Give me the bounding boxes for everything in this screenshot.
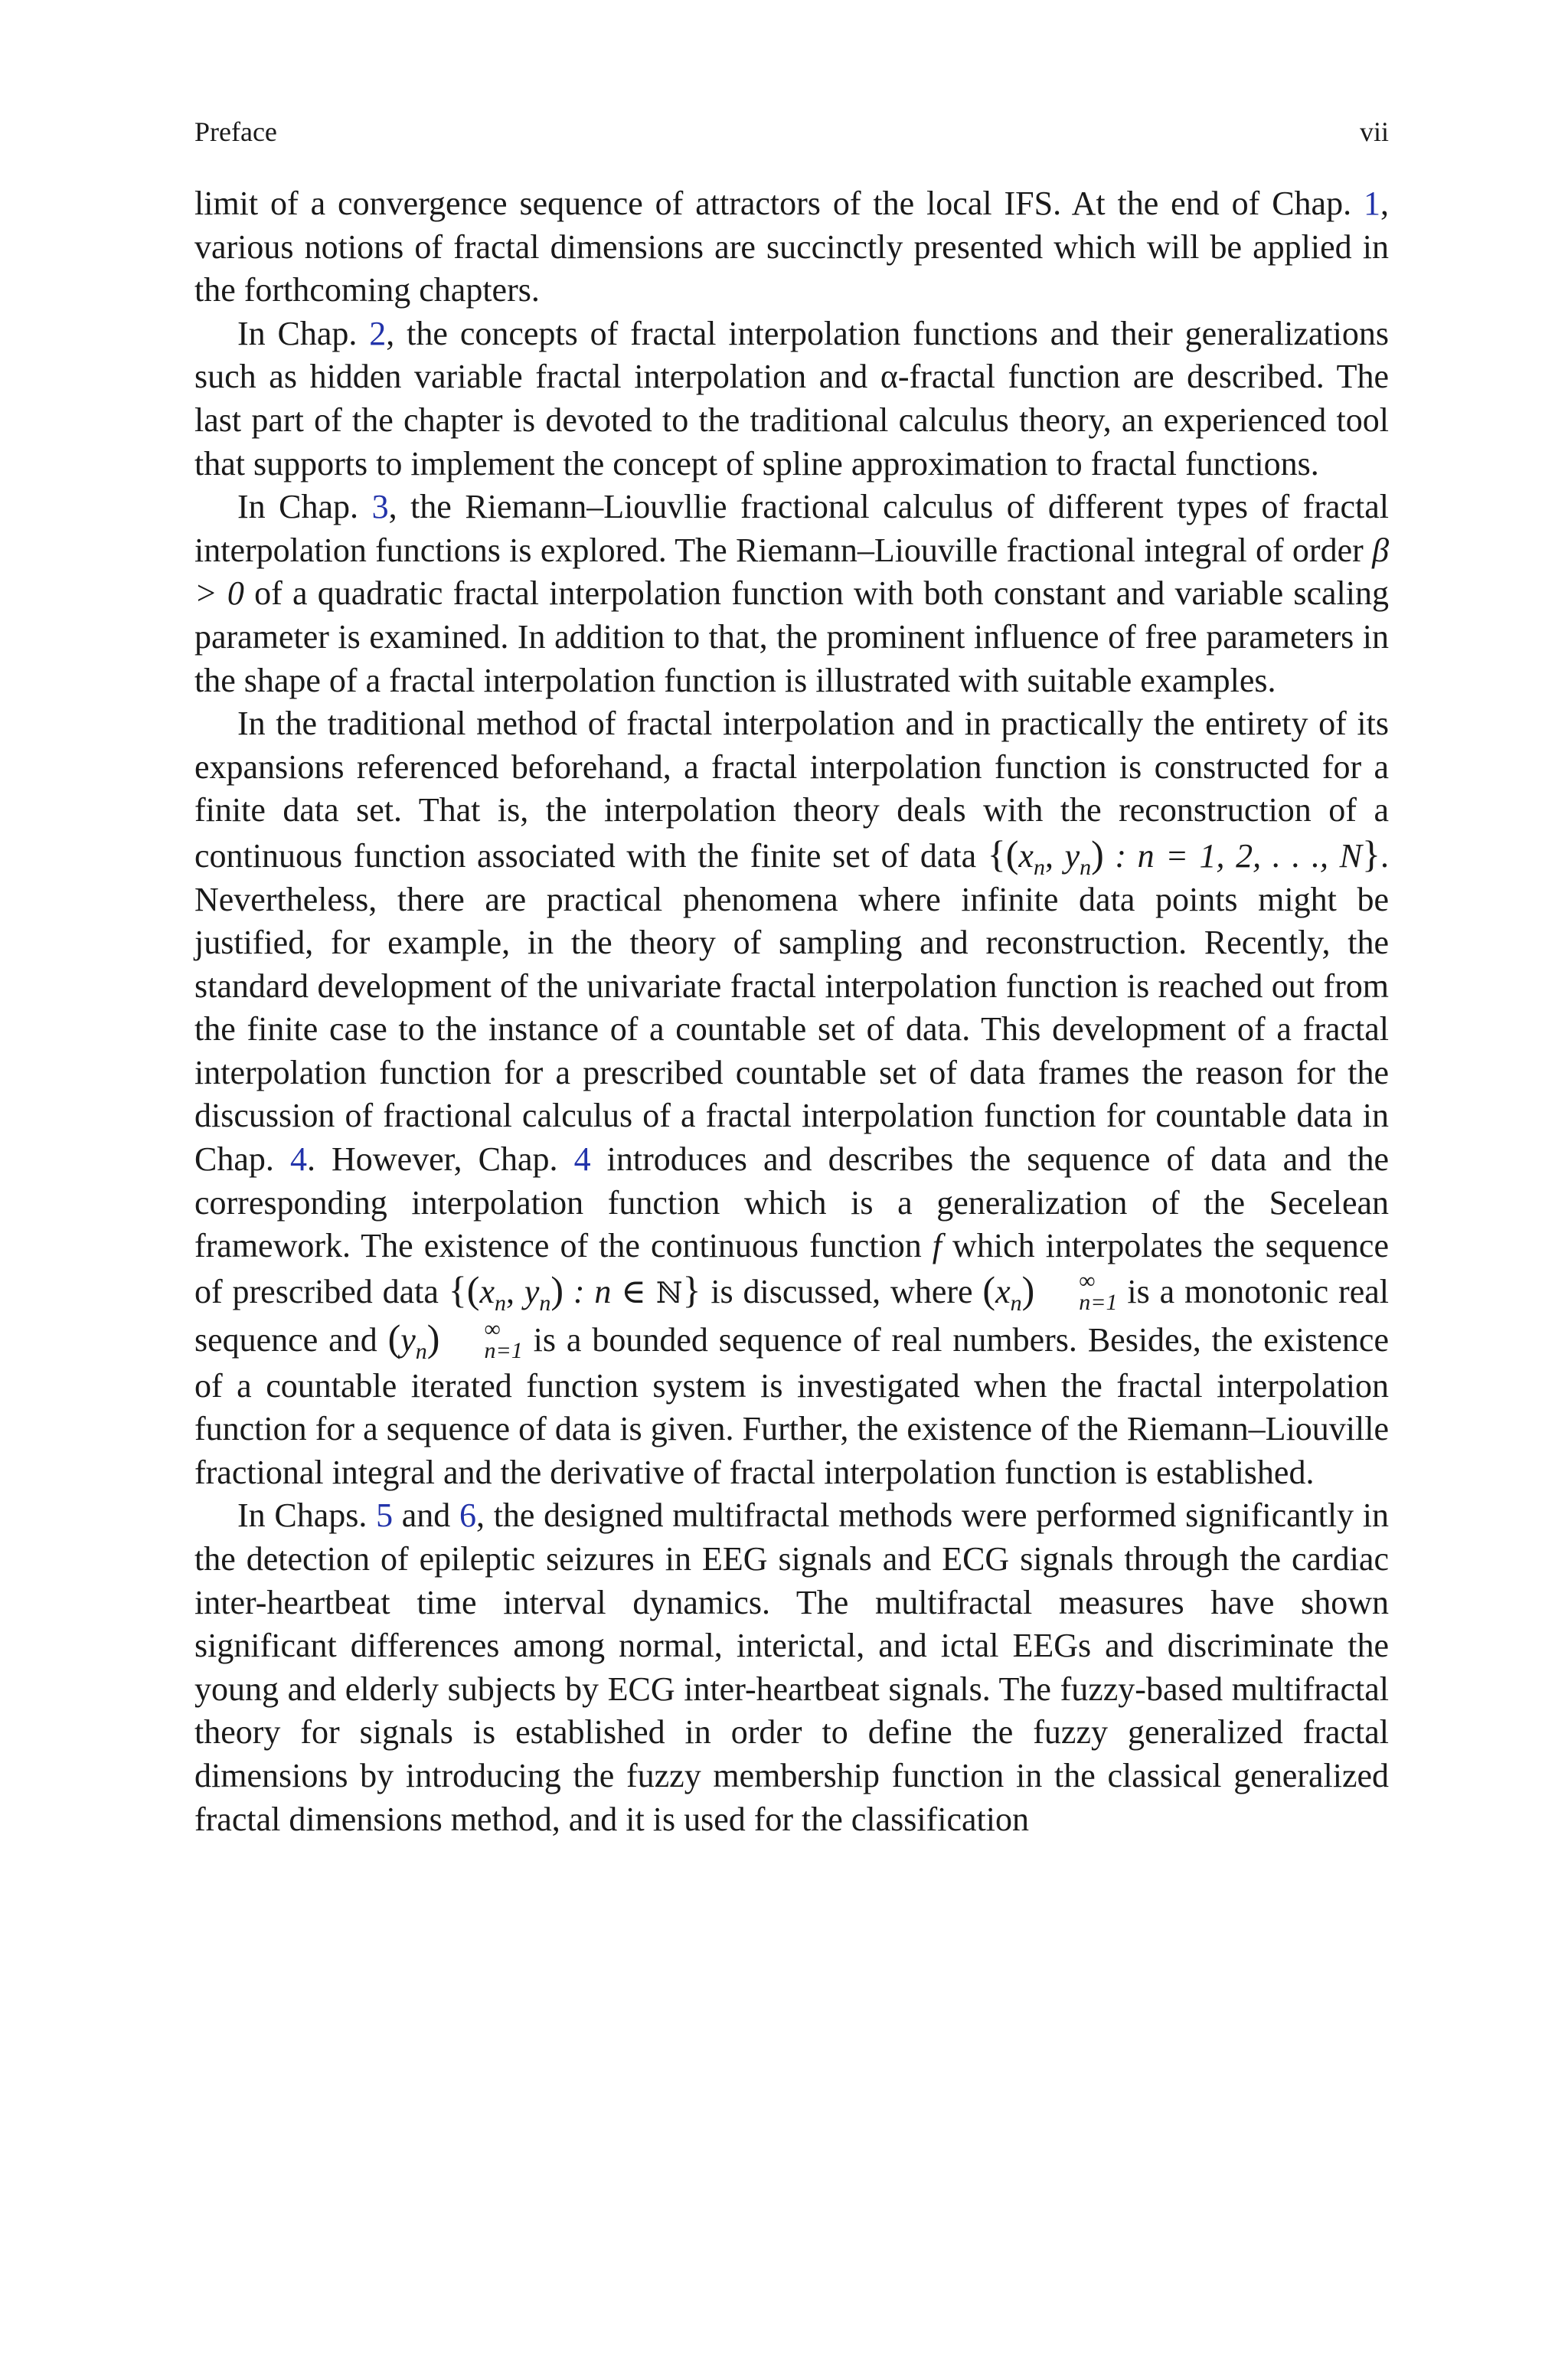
running-head	[194, 115, 1389, 149]
chapter-link-6[interactable]: 6	[459, 1496, 476, 1535]
chapter-link-4b[interactable]: 4	[573, 1140, 591, 1179]
math-beta-condition: β > 0	[194, 531, 1389, 613]
math-finite-data-set: {($x_n$, $y_n$) : n = 1, 2, . . ., N}	[987, 832, 1380, 880]
paragraph-3: In Chap. 3, the Riemann–Liouvllie fractional calculus of different types of fractal interpolation functions is explored. The Riemann–Liouville fractional integral of order β > 0 of a quadratic fractal interpolation function with both constant and variable scaling parameter is examined. In addition to that, the prominent influence of free parameters in the shape of a fractal interpolation function is illustrated with suitable examples.	[194, 488, 1389, 699]
math-countable-data-set: {($x_n$, $y_n$) : n ∈ ℕ}	[448, 1268, 701, 1316]
paragraph-1: limit of a convergence sequence of attractors of the local IFS. At the end of Chap. 1, various notions of fractal dimensions are succinctly presented which will be applied in the forthcoming chapters.	[194, 185, 1389, 309]
body-text	[194, 182, 1389, 1841]
paragraph-4: In the traditional method of fractal interpolation and in practically the entirety of its expansions referenced beforehand, a fractal interpolation function is constructed for a finite data set. That is, the interpolation theory deals with the reconstruction of a continuous function associated with the finite set of data {($x_n$, $y_n$) : n = 1, 2, . . ., N}. Nevertheless, there are practical phenomena where infinite data points might be justified, for example, in the theory of sampling and reconstruction. Recently, the standard development of the univariate fractal interpolation function is reached out from the finite case to the instance of a countable set of data. This development of a fractal interpolation function for a prescribed countable set of data frames the reason for the discussion of fractional calculus of a fractal interpolation function for countable data in Chap. 4. However, Chap. 4 introduces and describes the sequence of data and the corresponding interpolation function which is a generalization of the Secelean framework. The existence of the continuous function f which interpolates the sequence of prescribed data {($x_n$, $y_n$) : n ∈ ℕ} is discussed, where $(x_n)$ ∞ n=1 is a monotonic real sequence and $(y_n)$ ∞ n=1 is a bounded sequence of real numbers. Besides, the existence of a countable iterated function system is investigated when the fractal interpolation function for a sequence of data is given. Further, the existence of the Riemann–Liouville fractional integral and the derivative of fractal interpolation function is established.	[194, 705, 1389, 1491]
section-title: Preface	[194, 116, 277, 147]
paragraph-5: In Chaps. 5 and 6, the designed multifractal methods were performed significantly in the detection of epileptic seizures in EEG signals and ECG signals through the cardiac inter-heartbeat time interval dynamics. The multifractal measures have shown significant differences among normal, interictal, and ictal EEGs and discriminate the young and elderly subjects by ECG inter-heartbeat signals. The fuzzy-based multifractal theory for signals is established in order to define the fuzzy generalized fractal dimensions by introducing the fuzzy membership function in the classical generalized fractal dimensions method, and it is used for the classification	[194, 1496, 1390, 1838]
chapter-link-3[interactable]: 3	[371, 488, 389, 526]
math-sequence-yn: $(y_n)$ ∞ n=1	[387, 1316, 523, 1364]
paragraph-2: In Chap. 2, the concepts of fractal interpolation functions and their generalizations such as hidden variable fractal interpolation and α-fractal function are described. The last part of the chapter is devoted to the traditional calculus theory, an experienced tool that supports to implement the concept of spline approximation to fractal functions.	[194, 314, 1389, 482]
document-page	[194, 115, 1389, 1841]
chapter-link-4a[interactable]: 4	[289, 1140, 307, 1179]
page-number: vii	[1359, 116, 1389, 147]
chapter-link-5[interactable]: 5	[376, 1496, 394, 1535]
chapter-link-1[interactable]: 1	[1364, 185, 1380, 222]
math-function-f: f	[932, 1227, 942, 1265]
chapter-link-2[interactable]: 2	[369, 314, 387, 352]
math-sequence-xn: $(x_n)$ ∞ n=1	[982, 1268, 1118, 1316]
